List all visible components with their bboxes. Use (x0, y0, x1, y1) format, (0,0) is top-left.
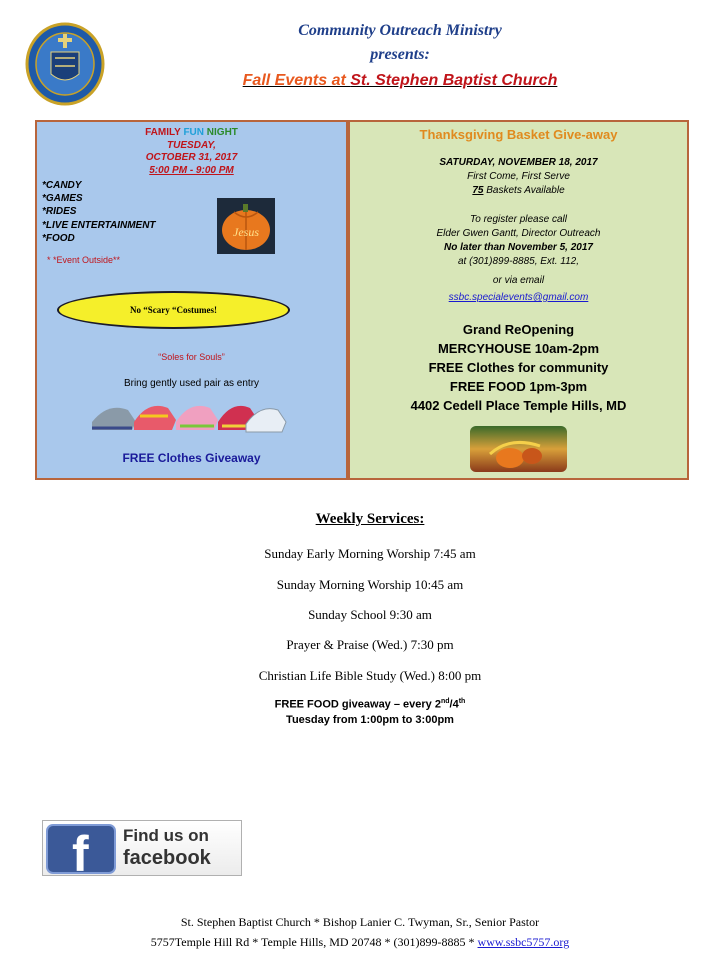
facebook-badge[interactable] (42, 820, 242, 882)
footer-address: 5757Temple Hill Rd * Temple Hills, MD 20748 * (301)899-8885 * (150, 935, 478, 949)
oval-text: No “Scary “Costumes! (130, 305, 217, 315)
grand-reopening: Grand ReOpening (462, 322, 575, 337)
find-us-label: Find us on (123, 826, 209, 845)
baskets-available (350, 185, 687, 196)
or-email-label: or via email (492, 275, 545, 286)
baskets-text: Baskets Available (483, 185, 565, 196)
jesus-pumpkin-image (217, 198, 275, 254)
soles-for-souls: “Soles for Souls” (158, 352, 225, 362)
fall-events-label: Fall Events at (242, 72, 351, 89)
register-note: To register please call (470, 214, 567, 225)
contact-phone: at (301)899-8885, Ext. 112, (457, 256, 579, 267)
service-item: Sunday Morning Worship 10:45 am (276, 577, 464, 592)
mercyhouse-address: 4402 Cedell Place Temple Hills, MD (410, 398, 627, 413)
fall-events-title (180, 72, 620, 90)
family-word: FAMILY (145, 127, 184, 138)
event-outside-note: * *Event Outside** (47, 255, 121, 265)
ordinal-th: th (458, 698, 466, 705)
list-item: *GAMES (42, 193, 83, 205)
director-name: Elder Gwen Gantt, Director Outreach (436, 228, 601, 239)
footer-address-line (80, 935, 640, 950)
shoes-image (88, 392, 288, 436)
night-word: NIGHT (206, 127, 238, 138)
list-item: *FOOD (42, 232, 75, 244)
presents-label: presents: (370, 46, 430, 63)
list-item: *RIDES (42, 206, 77, 218)
bring-shoes-note: Bring gently used pair as entry (123, 378, 260, 389)
service-item: Christian Life Bible Study (Wed.) 8:00 pm (258, 668, 482, 683)
email-address[interactable]: ssbc.specialevents@gmail.com (448, 292, 589, 303)
free-food-text: FREE FOOD giveaway – every 2 (274, 698, 441, 711)
event-day: TUESDAY, (167, 140, 216, 151)
free-food-giveaway (160, 698, 580, 711)
facebook-wordmark: facebook (123, 847, 211, 869)
service-item: Prayer & Praise (Wed.) 7:30 pm (286, 637, 454, 652)
facebook-letter: f (72, 826, 89, 882)
list-item: *CANDY (42, 180, 82, 191)
free-food-hours: FREE FOOD 1pm-3pm (449, 379, 588, 394)
fun-word: FUN (183, 127, 207, 138)
thanksgiving-title: Thanksgiving Basket Give-away (419, 127, 618, 142)
no-scary-costumes-oval (57, 291, 290, 329)
free-food-time: Tuesday from 1:00pm to 3:00pm (286, 714, 454, 726)
event-date: OCTOBER 31, 2017 (145, 152, 238, 163)
service-item: Sunday School 9:30 am (308, 607, 432, 622)
free-clothes-community: FREE Clothes for community (428, 360, 609, 375)
facebook-icon (46, 824, 116, 882)
website-link[interactable]: www.ssbc5757.org (477, 935, 570, 949)
harvest-cornucopia-image (470, 426, 567, 472)
contact-email-link[interactable] (350, 292, 687, 303)
pumpkin-carving-text: Jesus (233, 225, 259, 239)
first-come-note: First Come, First Serve (467, 171, 570, 182)
church-seal-logo (25, 22, 105, 106)
event-time: 5:00 PM - 9:00 PM (149, 165, 234, 176)
free-clothes-giveaway: FREE Clothes Giveaway (122, 451, 261, 465)
church-name: St. Stephen Baptist Church (350, 72, 558, 89)
baskets-count: 75 (472, 185, 484, 196)
footer-pastor-line: St. Stephen Baptist Church * Bishop Lanier C. Twyman, Sr., Senior Pastor (180, 915, 540, 929)
family-fun-night-heading (37, 127, 346, 138)
weekly-services-title: Weekly Services: (315, 511, 425, 527)
ordinal-nd: nd (440, 698, 450, 705)
activities-list (42, 179, 156, 245)
service-item: Sunday Early Morning Worship 7:45 am (264, 546, 476, 561)
ministry-title: Community Outreach Ministry (298, 22, 502, 39)
list-item: *LIVE ENTERTAINMENT (42, 219, 156, 231)
mercyhouse-hours: MERCYHOUSE 10am-2pm (437, 341, 600, 356)
thanksgiving-date: SATURDAY, NOVEMBER 18, 2017 (439, 157, 598, 168)
register-deadline: No later than November 5, 2017 (444, 242, 593, 253)
free-food-slash: /4 (449, 698, 459, 711)
